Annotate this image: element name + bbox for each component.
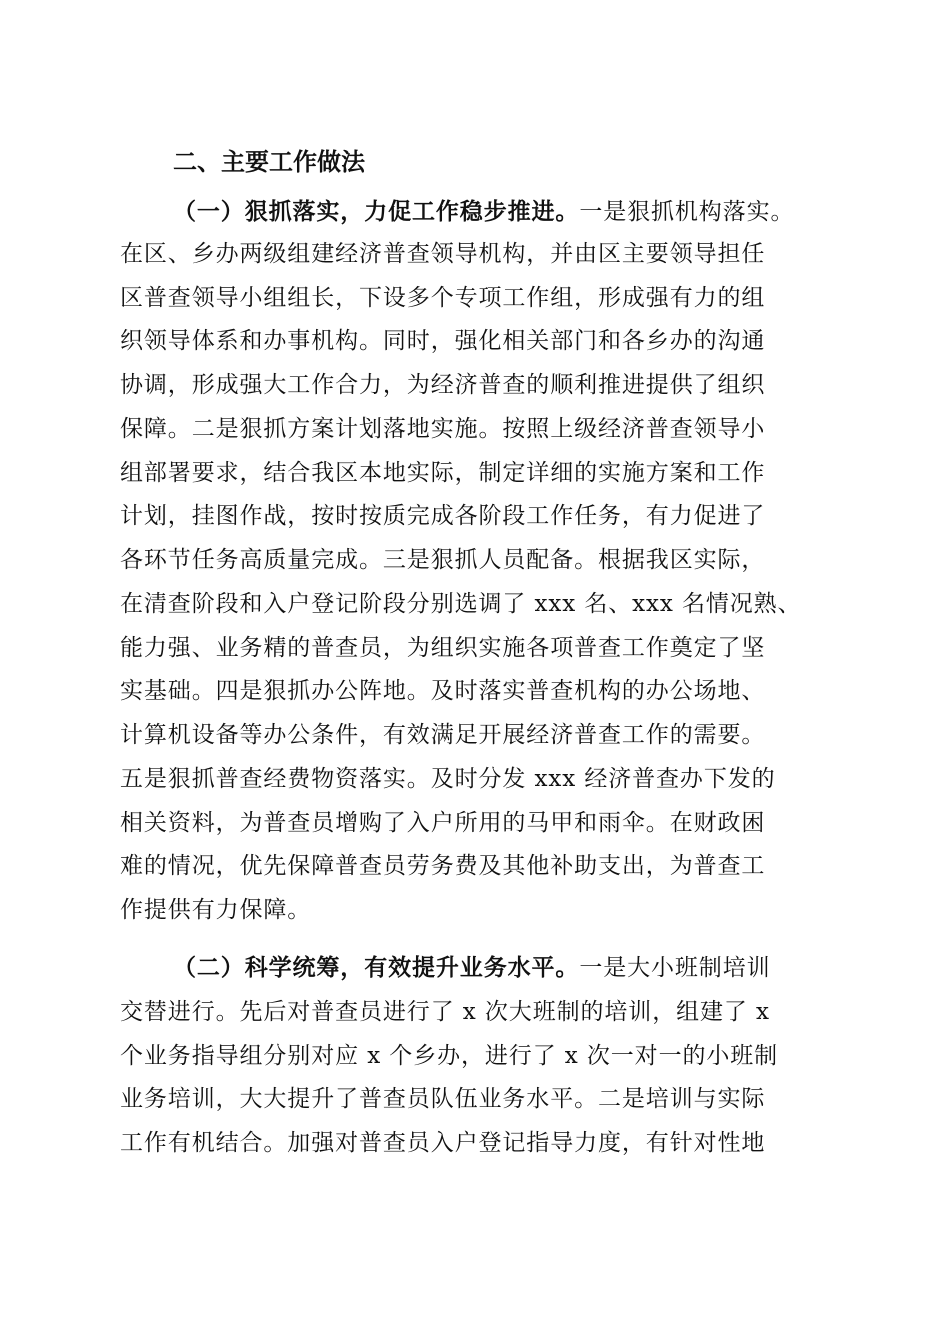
paragraph-line: 计算机设备等办公条件，有效满足开展经济普查工作的需要。 [120,722,766,748]
paragraph-line: 五是狠抓普查经费物资落实。及时分发 xxx 经济普查办下发的 [120,766,776,792]
paragraph-line: 难的情况，优先保障普查员劳务费及其他补助支出，为普查工 [120,853,766,879]
paragraph-line: 作提供有力保障。 [120,897,312,923]
paragraph-2-lead: （二）科学统筹，有效提升业务水平。 [173,954,580,981]
paragraph-line: 相关资料，为普查员增购了入户所用的马甲和雨伞。在财政困 [120,810,766,836]
paragraph-2-lead-rest: 一是大小班制培训 [579,955,771,981]
paragraph-line: 个业务指导组分别对应 x 个乡办，进行了 x 次一对一的小班制 [120,1043,779,1069]
section-heading: 二、主要工作做法 [173,147,365,176]
paragraph-line: 协调，形成强大工作合力，为经济普查的顺利推进提供了组织 [120,372,766,398]
paragraph-line: 能力强、业务精的普查员，为组织实施各项普查工作奠定了坚 [120,635,766,661]
paragraph-1-lead-rest: 一是狠抓机构落实。 [579,199,795,225]
paragraph-line: 在清查阶段和入户登记阶段分别选调了 xxx 名、xxx 名情况熟、 [120,591,802,617]
paragraph-1-first-line [173,197,840,227]
paragraph-line: 在区、乡办两级组建经济普查领导机构，并由区主要领导担任 [120,241,766,267]
paragraph-line: 区普查领导小组组长，下设多个专项工作组，形成强有力的组 [120,285,766,311]
paragraph-line: 业务培训，大大提升了普查员队伍业务水平。二是培训与实际 [120,1086,766,1112]
paragraph-2-first-line [173,953,840,983]
paragraph-line: 组部署要求，结合我区本地实际，制定详细的实施方案和工作 [120,460,766,486]
paragraph-line: 计划，挂图作战，按时按质完成各阶段工作任务，有力促进了 [120,503,766,529]
paragraph-line: 工作有机结合。加强对普查员入户登记指导力度，有针对性地 [120,1130,766,1156]
paragraph-line: 交替进行。先后对普查员进行了 x 次大班制的培训，组建了 x [120,999,770,1025]
paragraph-line: 织领导体系和办事机构。同时，强化相关部门和各乡办的沟通 [120,328,766,354]
paragraph-1-lead: （一）狠抓落实，力促工作稳步推进。 [173,198,580,225]
paragraph-line: 各环节任务高质量完成。三是狠抓人员配备。根据我区实际， [120,547,766,573]
paragraph-line: 保障。二是狠抓方案计划落地实施。按照上级经济普查领导小 [120,416,766,442]
paragraph-line: 实基础。四是狠抓办公阵地。及时落实普查机构的办公场地、 [120,678,766,704]
